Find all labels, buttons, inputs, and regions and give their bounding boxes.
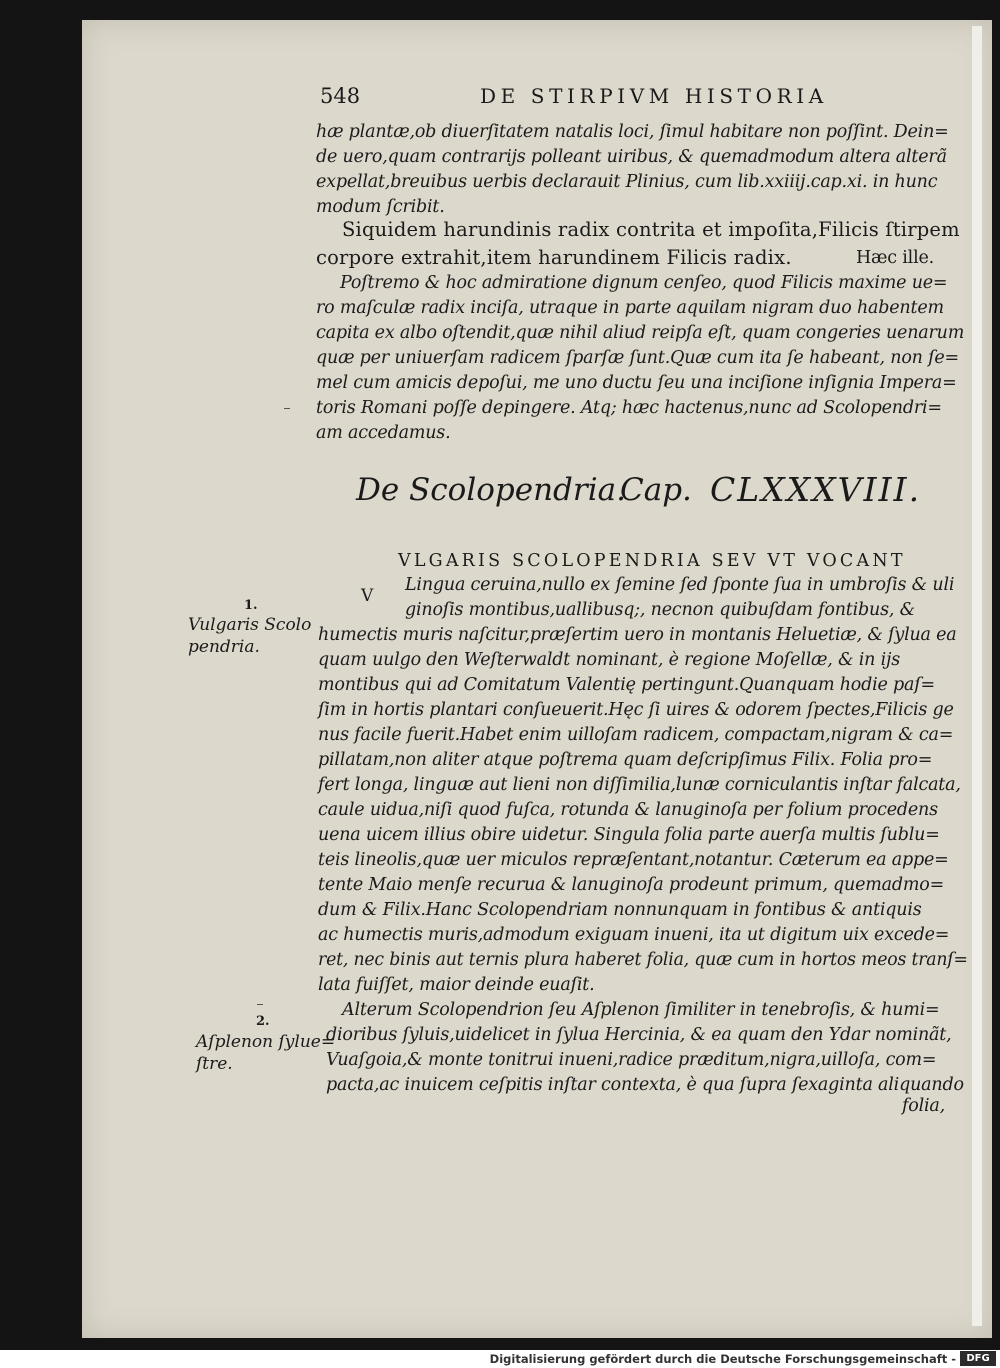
text-line: ro maſculæ radix inciſa, utraque in parte aquilam nigram duo habentem xyxy=(316,298,944,318)
text-line: ginoſis montibus,uallibusq;, necnon quibuſdam fontibus, & xyxy=(405,600,915,620)
text-line: Poſtremo & hoc admiratione dignum cenſeo, quod Filicis maxime ue= xyxy=(340,273,948,293)
page-header xyxy=(0,84,1000,114)
text-line: tente Maio menſe recurua & lanuginoſa prodeunt primum, quemadmo= xyxy=(318,875,945,895)
text-line: uena uicem illius obire uidetur. Singula folia parte auerſa multis ſublu= xyxy=(318,825,940,845)
page-edge xyxy=(972,26,982,1326)
margin-mark xyxy=(257,1004,263,1005)
text-line: quæ per uniuerſam radicem ſparſæ ſunt.Quæ cum ita ſe habeant, non ſe= xyxy=(316,348,960,368)
text-line: ſim in hortis plantari conſueuerit.Hęc ſi uires & odorem ſpectes,Filicis ge xyxy=(318,700,954,720)
text-line: expellat,breuibus uerbis declarauit Plinius, cum lib.xxiiij.cap.xi. in hunc xyxy=(316,172,938,192)
quote-end: Hæc ille. xyxy=(856,248,934,268)
text-line: Lingua ceruina,nullo ex ſemine ſed ſponte ſua in umbroſis & uli xyxy=(405,575,955,595)
chapter-number: CLXXXVIII. xyxy=(710,470,922,509)
text-line: pillatam,non aliter atque poſtrema quam deſcripſimus Filix. Folia pro= xyxy=(318,750,933,770)
dfg-logo: DFG xyxy=(960,1351,996,1366)
chapter-title: De Scolopendria. xyxy=(356,472,626,508)
chapter-heading xyxy=(0,472,1000,522)
text-line: toris Romani poſſe depingere. Atq; hæc hactenus,nunc ad Scolopendri= xyxy=(316,398,942,418)
text-line: capita ex albo oſtendit,quæ nihil aliud reipſa eſt, quam congeries uenarum xyxy=(316,323,965,343)
margin-number: 1. xyxy=(244,598,258,613)
footer-bar xyxy=(0,1350,1000,1368)
margin-note: Aſplenon ſylue= ſtre. xyxy=(196,1032,336,1074)
text-line: dioribus ſyluis,uidelicet in ſylua Hercinia, & ea quam den Ydar nominãt, xyxy=(326,1025,952,1045)
running-head: DE STIRPIVM HISTORIA xyxy=(480,84,828,108)
chapter-cap: Cap. xyxy=(620,472,692,508)
text-line: Vuaſgoia,& monte tonitrui inueni,radice præditum,nigra,uilloſa, com= xyxy=(326,1050,937,1070)
text-line: mel cum amicis depoſui, me uno ductu ſeu una inciſione inſignia Impera= xyxy=(316,373,957,393)
page-number: 548 xyxy=(320,84,361,108)
funding-note: Digitalisierung gefördert durch die Deutsche Forschungsgemeinschaft - xyxy=(489,1352,956,1366)
text-line: nus facile fuerit.Habet enim uilloſam radicem, compactam,nigram & ca= xyxy=(318,725,954,745)
margin-mark xyxy=(284,408,290,409)
text-line: Alterum Scolopendrion ſeu Aſplenon ſimiliter in tenebroſis, & humi= xyxy=(342,1000,940,1020)
text-line: quam uulgo den Weſterwaldt nominant, è regione Moſellæ, & in ijs xyxy=(318,650,900,670)
text-line: dum & Filix.Hanc Scolopendriam nonnunquam in fontibus & antiquis xyxy=(318,900,922,920)
text-line: montibus qui ad Comitatum Valentię pertingunt.Quanquam hodie paſ= xyxy=(318,675,936,695)
catchword: folia, xyxy=(902,1096,946,1116)
margin-number: 2. xyxy=(256,1014,270,1029)
text-line: fert longa, linguæ aut lieni non diſſimilia,lunæ corniculantis inſtar falcata, xyxy=(318,775,961,795)
text-line: humectis muris naſcitur,præſertim uero in montanis Heluetiæ, & ſylua ea xyxy=(318,625,957,645)
quote-line: corpore extrahit,item harundinem Filicis radix. xyxy=(316,246,792,269)
initial-letter: V xyxy=(361,586,374,606)
quote-line: Siquidem harundinis radix contrita et impoſita,Filicis ſtirpem xyxy=(342,218,960,241)
text-line: pacta,ac inuicem ceſpitis inſtar contexta, è qua ſupra ſexaginta aliquando xyxy=(326,1075,964,1095)
text-line: ret, nec binis aut ternis plura haberet folia, quæ cum in hortos meos tranſ= xyxy=(318,950,968,970)
text-line: lata fuiſſet, maior deinde euaſit. xyxy=(318,975,595,995)
text-line: caule uidua,niſi quod fuſca, rotunda & lanuginoſa per folium procedens xyxy=(318,800,938,820)
text-line: hæ plantæ,ob diuerſitatem natalis loci, ſimul habitare non poſſint. Dein= xyxy=(316,122,949,142)
text-line: ac humectis muris,admodum exiguam inueni, ita ut digitum uix excede= xyxy=(318,925,950,945)
text-line: am accedamus. xyxy=(316,423,451,443)
section-caps: VLGARIS SCOLOPENDRIA SEV VT VOCANT xyxy=(398,551,906,571)
text-line: modum ſcribit. xyxy=(316,197,445,217)
text-line: teis lineolis,quæ uer miculos repræſentant,notantur. Cæterum ea appe= xyxy=(318,850,949,870)
text-line: de uero,quam contrarijs polleant uiribus, & quemadmodum altera alterã xyxy=(316,147,947,167)
margin-note: Vulgaris Scolo pendria. xyxy=(188,615,312,657)
